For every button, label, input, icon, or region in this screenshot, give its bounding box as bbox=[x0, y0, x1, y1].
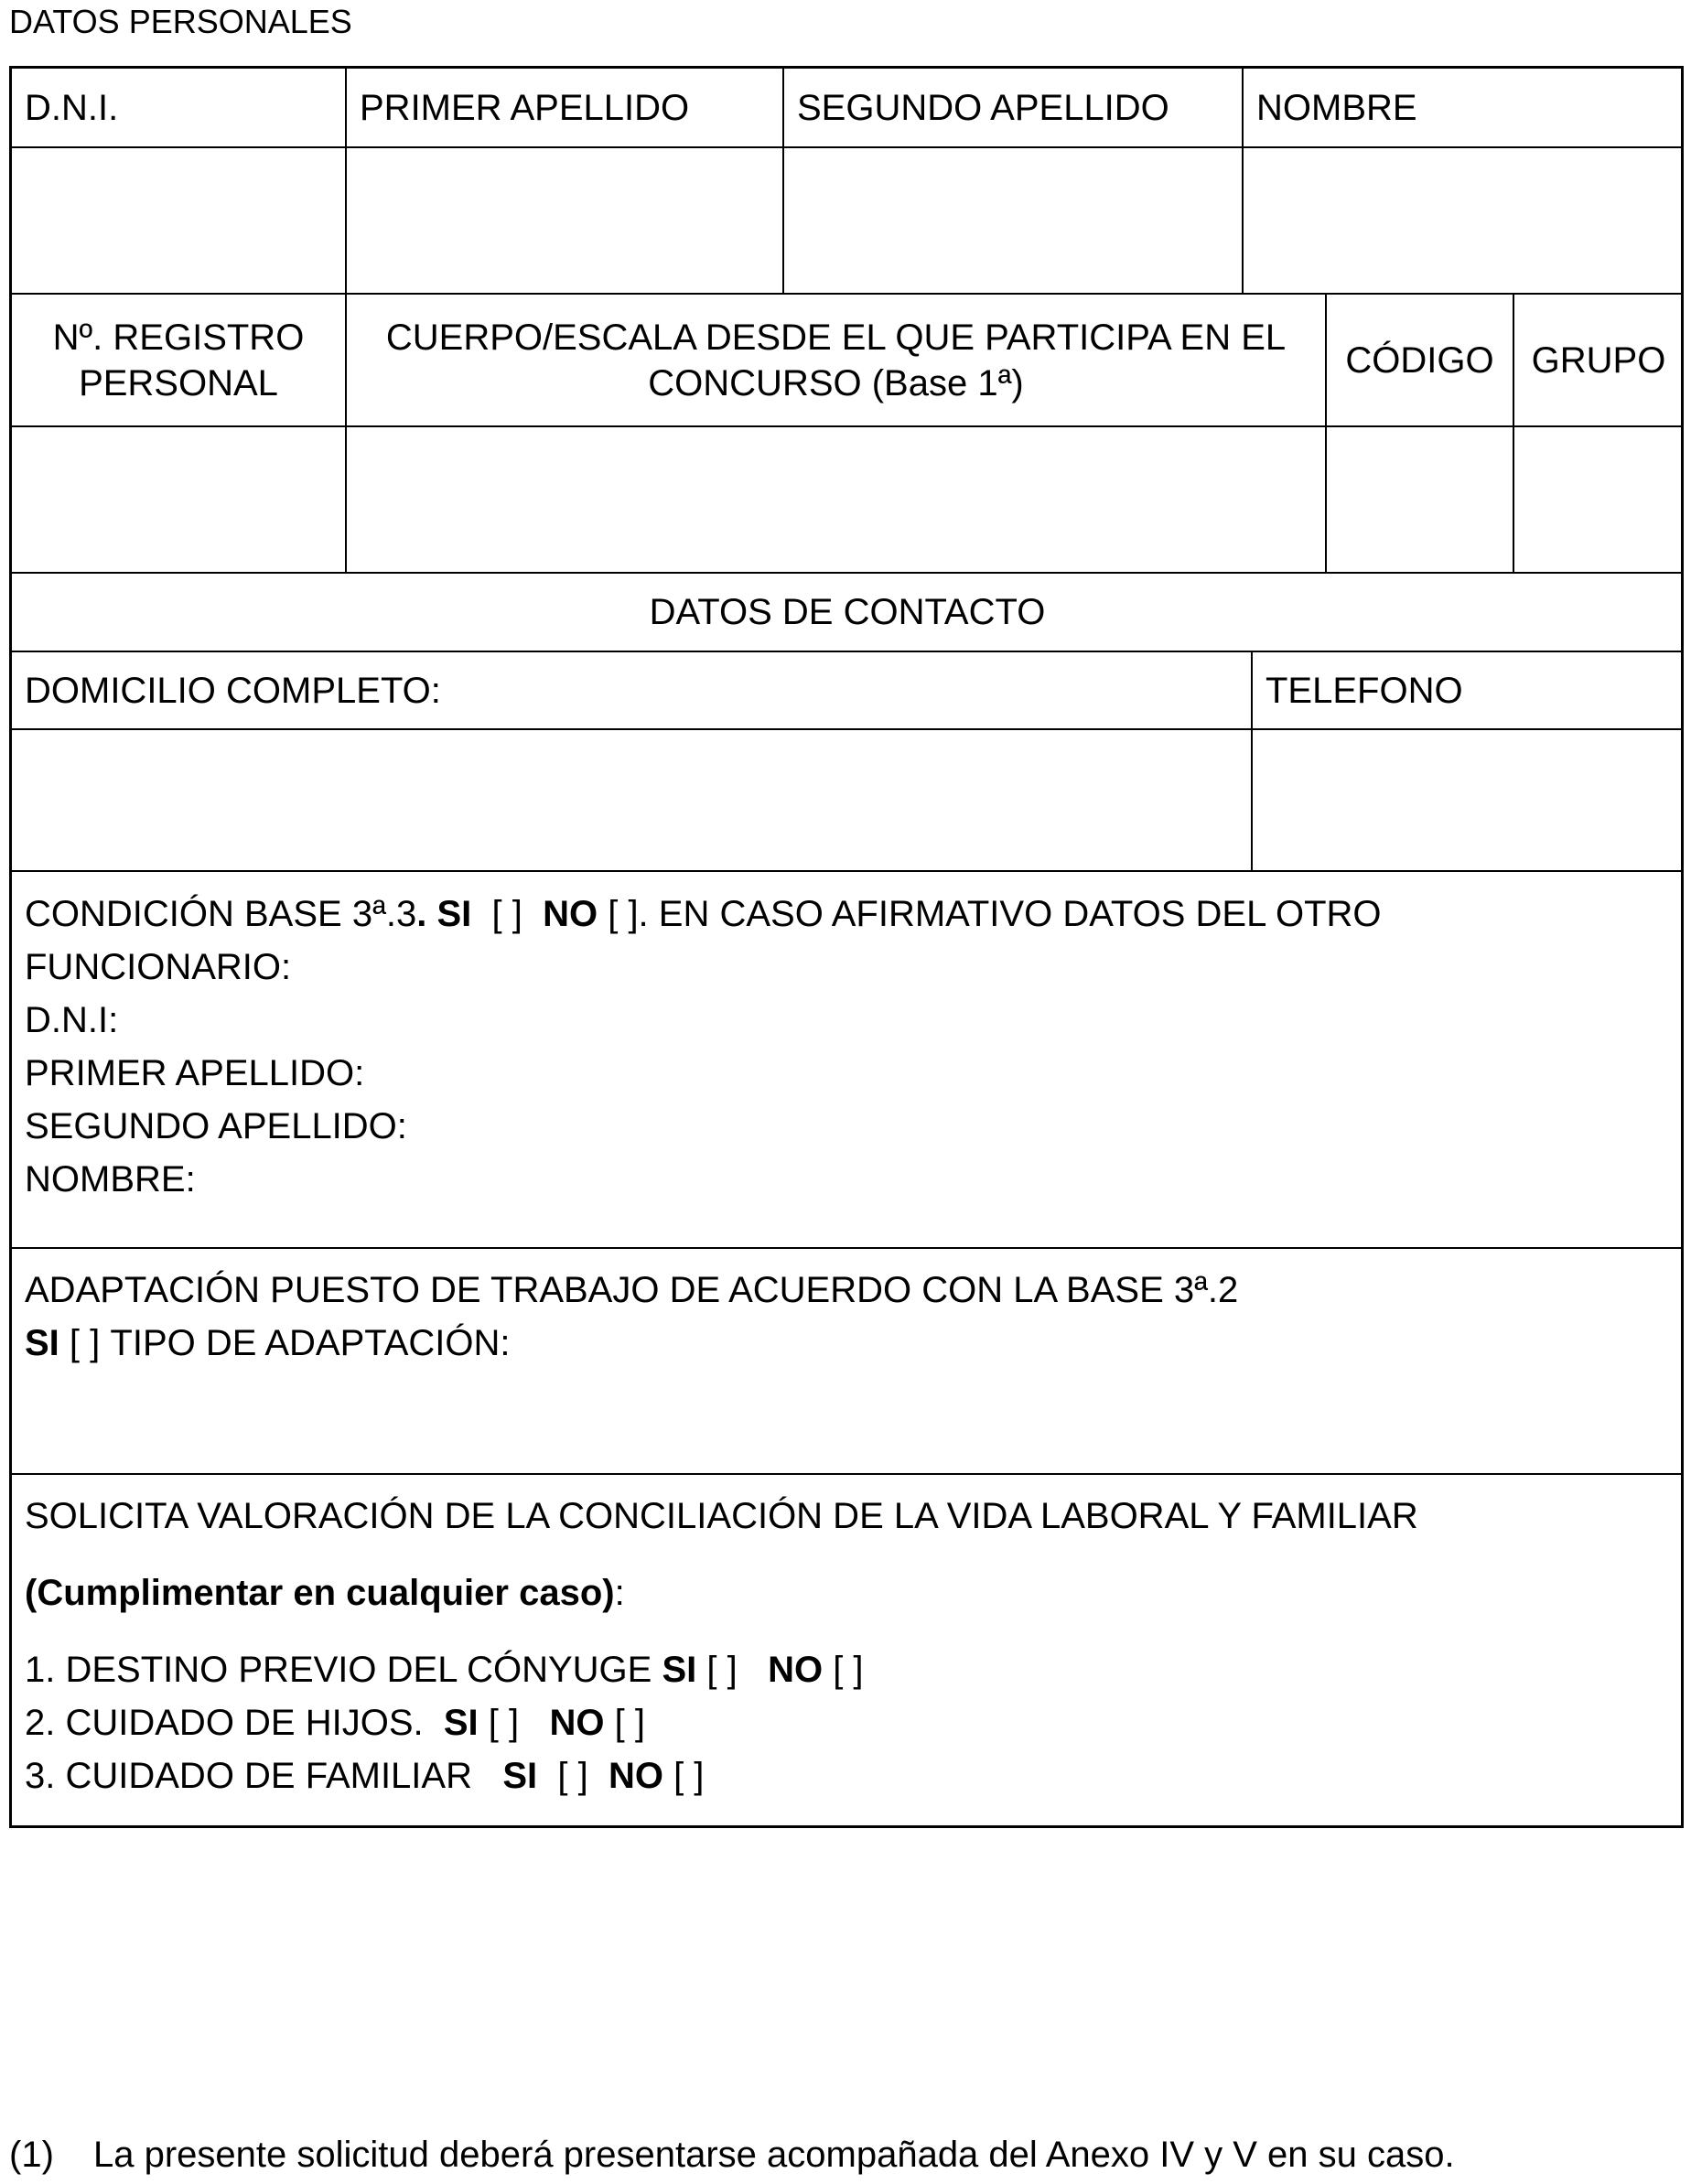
adaptacion-si-checkbox[interactable]: [ ] bbox=[69, 1323, 101, 1363]
codigo-header: CÓDIGO bbox=[1345, 339, 1494, 381]
primer-apellido-input-cell[interactable] bbox=[347, 148, 782, 293]
item-si-label: SI bbox=[502, 1756, 538, 1796]
page-title: DATOS PERSONALES bbox=[9, 3, 352, 40]
telefono-input-cell[interactable] bbox=[1253, 730, 1683, 870]
adaptacion-line-2 bbox=[25, 1317, 1238, 1370]
registro-personal-header bbox=[12, 295, 345, 425]
dni-header: D.N.I. bbox=[25, 87, 119, 128]
item-si-checkbox[interactable]: [ ] bbox=[557, 1756, 588, 1796]
grupo-input-cell[interactable] bbox=[1514, 427, 1683, 572]
telefono-header: TELEFONO bbox=[1266, 670, 1463, 711]
item-label: 2. CUIDADO DE HIJOS. bbox=[25, 1703, 424, 1743]
condicion-segundo-apellido-field[interactable]: SEGUNDO APELLIDO: bbox=[25, 1106, 407, 1146]
codigo-input-cell[interactable] bbox=[1327, 427, 1513, 572]
registro-line-2: PERSONAL bbox=[79, 362, 278, 403]
item-si-label: SI bbox=[443, 1703, 479, 1743]
cuerpo-escala-header bbox=[347, 295, 1325, 425]
item-no-checkbox[interactable]: [ ] bbox=[614, 1703, 645, 1743]
item-no-checkbox[interactable]: [ ] bbox=[673, 1756, 705, 1796]
item-si-checkbox[interactable]: [ ] bbox=[488, 1703, 520, 1743]
personal-data-form bbox=[9, 66, 1684, 1828]
conciliacion-item bbox=[25, 1749, 1418, 1802]
item-no-label: NO bbox=[608, 1756, 663, 1796]
domicilio-header: DOMICILIO COMPLETO: bbox=[25, 670, 441, 711]
condicion-no-checkbox[interactable]: [ ]. EN CASO AFIRMATIVO DATOS DEL OTRO bbox=[608, 894, 1382, 934]
row-divider bbox=[12, 1247, 1681, 1249]
item-si-label: SI bbox=[662, 1650, 697, 1690]
conciliacion-note bbox=[25, 1566, 1418, 1619]
conciliacion-item bbox=[25, 1643, 1418, 1696]
footnote-number: (1) bbox=[9, 2135, 54, 2175]
segundo-apellido-header: SEGUNDO APELLIDO bbox=[797, 87, 1169, 128]
condicion-prefix: CONDICIÓN BASE 3ª.3 bbox=[25, 894, 417, 934]
registro-input-cell[interactable] bbox=[12, 427, 345, 572]
condicion-si-checkbox[interactable]: [ ] bbox=[491, 894, 522, 934]
item-si-checkbox[interactable]: [ ] bbox=[706, 1650, 738, 1690]
primer-apellido-header: PRIMER APELLIDO bbox=[360, 87, 690, 128]
registro-line-1: Nº. REGISTRO bbox=[52, 317, 305, 358]
condicion-si-label: . SI bbox=[416, 894, 472, 934]
adaptacion-tipo-field[interactable]: TIPO DE ADAPTACIÓN: bbox=[110, 1323, 511, 1363]
condicion-block bbox=[25, 888, 1382, 1206]
adaptacion-block bbox=[25, 1264, 1238, 1370]
nombre-header: NOMBRE bbox=[1256, 87, 1417, 128]
item-no-label: NO bbox=[768, 1650, 824, 1690]
conciliacion-line-1: SOLICITA VALORACIÓN DE LA CONCILIACIÓN DE LA VIDA LABORAL Y FAMILIAR bbox=[25, 1496, 1418, 1536]
condicion-nombre-field[interactable]: NOMBRE: bbox=[25, 1159, 196, 1200]
condicion-primer-apellido-field[interactable]: PRIMER APELLIDO: bbox=[25, 1053, 365, 1093]
item-no-checkbox[interactable]: [ ] bbox=[833, 1650, 864, 1690]
cuerpo-input-cell[interactable] bbox=[347, 427, 1325, 572]
segundo-apellido-input-cell[interactable] bbox=[784, 148, 1242, 293]
conciliacion-item bbox=[25, 1696, 1418, 1749]
cuerpo-line-2: CONCURSO (Base 1ª) bbox=[648, 362, 1024, 403]
grupo-header: GRUPO bbox=[1531, 339, 1666, 381]
condicion-dni-field[interactable]: D.N.I: bbox=[25, 1000, 119, 1040]
condicion-line-1 bbox=[25, 888, 1382, 941]
adaptacion-si-label: SI bbox=[25, 1323, 59, 1363]
row-divider bbox=[12, 870, 1681, 872]
item-no-label: NO bbox=[549, 1703, 605, 1743]
footnote-text: La presente solicitud deberá presentarse acompañada del Anexo IV y V en su caso. bbox=[93, 2135, 1455, 2175]
item-label: 1. DESTINO PREVIO DEL CÓNYUGE bbox=[25, 1650, 652, 1690]
row-divider bbox=[12, 1473, 1681, 1475]
domicilio-input-cell[interactable] bbox=[12, 730, 1251, 870]
item-label: 3. CUIDADO DE FAMILIAR bbox=[25, 1756, 472, 1796]
condicion-no-label: NO bbox=[543, 894, 598, 934]
footnote bbox=[9, 2132, 1455, 2178]
dni-input-cell[interactable] bbox=[12, 148, 345, 293]
adaptacion-line-1: ADAPTACIÓN PUESTO DE TRABAJO DE ACUERDO CON LA BASE 3ª.2 bbox=[25, 1270, 1239, 1310]
nombre-input-cell[interactable] bbox=[1244, 148, 1683, 293]
datos-contacto-header: DATOS DE CONTACTO bbox=[649, 592, 1046, 632]
cuerpo-line-1: CUERPO/ESCALA DESDE EL QUE PARTICIPA EN EL bbox=[385, 317, 1287, 358]
condicion-line-2: FUNCIONARIO: bbox=[25, 947, 292, 987]
cumplimentar-label: (Cumplimentar en cualquier caso) bbox=[25, 1573, 615, 1613]
conciliacion-block bbox=[25, 1490, 1418, 1802]
cumplimentar-colon: : bbox=[614, 1573, 625, 1613]
